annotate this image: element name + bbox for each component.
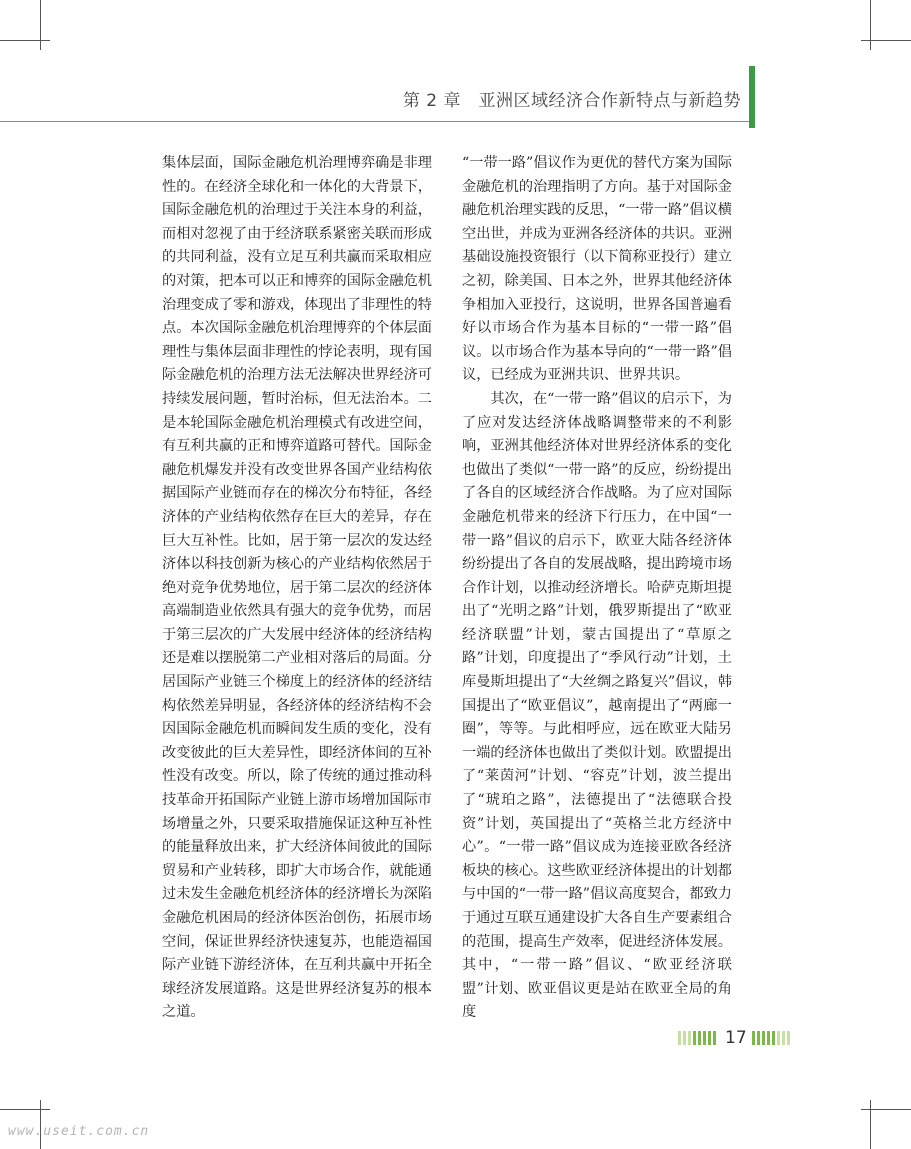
stripe — [688, 1031, 691, 1045]
stripe — [787, 1031, 790, 1045]
crop-mark-top-left — [0, 40, 50, 41]
crop-mark-bottom-right — [861, 1109, 911, 1110]
stripe — [762, 1031, 765, 1045]
stripe — [757, 1031, 760, 1045]
crop-mark-top-right — [870, 0, 871, 50]
right-column — [462, 152, 732, 1022]
header-rule — [0, 121, 749, 122]
right-column-paragraph-1: “一带一路”倡议作为更优的替代方案为国际金融危机的治理指明了方向。基于对国际金融危机治理实践的反思，“一带一路”倡议横空出世，并成为亚洲各经济体的共识。亚洲基础设施投资银行（以下简称亚投行）建立之初，除美国、日本之外，世界其他经济体争相加入亚投行，这说明，世界各国普遍看好以市场合作为基本目标的“一带一路”倡议。以市场合作为基本导向的“一带一路”倡议，已经成为亚洲共识、世界共识。 — [462, 155, 732, 384]
running-header — [0, 66, 911, 128]
stripe — [708, 1031, 711, 1045]
header-accent-bar — [749, 66, 755, 128]
stripe — [772, 1031, 775, 1045]
chapter-title: 第 2 章 亚洲区域经济合作新特点与新趋势 — [402, 91, 741, 111]
crop-mark-top-right — [861, 40, 911, 41]
left-column — [162, 152, 432, 1022]
stripe — [752, 1031, 755, 1045]
right-column-paragraph-2: 其次，在“一带一路”倡议的启示下，为了应对发达经济体战略调整带来的不利影响，亚洲其他经济体对世界经济体系的变化也做出了类似“一带一路”的反应，纷纷提出了各自的区域经济合作战略。为了应对国际金融危机带来的经济下行压力，在中国“一带一路”倡议的启示下，欧亚大陆各经济体纷纷提出了各自的发展战略，提出跨境市场合作计划，以推动经济增长。哈萨克斯坦提出了“光明之路”计划，俄罗斯提出了“欧亚经济联盟”计划，蒙古国提出了“草原之路”计划，印度提出了“季风行动”计划，土库曼斯坦提出了“大丝绸之路复兴”倡议，韩国提出了“欧亚倡议”，越南提出了“两廊一圈”，等等。与此相呼应，远在欧亚大陆另一端的经济体也做出了类似计划。欧盟提出了“莱茵河”计划、“容克”计划，波兰提出了“琥珀之路”，法德提出了“法德联合投资”计划，英国提出了“英格兰北方经济中心”。“一带一路”倡议成为连接亚欧各经济板块的核心。这些欧亚经济体提出的计划都与中国的“一带一路”倡议高度契合，都致力于通过互联互通建设扩大各自生产要素组合的范围，提高生产效率，促进经济体发展。其中，“一带一路”倡议、“欧亚经济联盟”计划、欧亚倡议更是站在欧亚全局的角度 — [462, 390, 732, 1021]
stripe — [683, 1031, 686, 1045]
footer-stripes-right — [752, 1031, 790, 1045]
stripe — [767, 1031, 770, 1045]
stripe — [678, 1031, 681, 1045]
site-watermark: www.useit.com.cn — [8, 1124, 150, 1139]
stripe — [782, 1031, 785, 1045]
crop-mark-bottom-left — [0, 1109, 50, 1110]
footer-stripes-left — [678, 1031, 716, 1045]
crop-mark-bottom-right — [870, 1100, 871, 1149]
stripe — [777, 1031, 780, 1045]
page-footer — [678, 1028, 798, 1048]
crop-mark-top-left — [40, 0, 41, 50]
page-number: 17 — [725, 1028, 747, 1048]
left-column-paragraph: 集体层面，国际金融危机治理博弈确是非理性的。在经济全球化和一体化的大背景下，国际金融危机的治理过于关注本身的利益，而相对忽视了由于经济联系紧密关联而形成的共同利益，没有立足互利共赢而采取相应的对策，把本可以正和博弈的国际金融危机治理变成了零和游戏，体现出了非理性的特点。本次国际金融危机治理博弈的个体层面理性与集体层面非理性的悖论表明，现有国际金融危机的治理方法无法解决世界经济可持续发展问题，暂时治标，但无法治本。二是本轮国际金融危机治理模式有改进空间，有互利共赢的正和博弈道路可替代。国际金融危机爆发并没有改变世界各国产业结构依据国际产业链而存在的梯次分布特征，各经济体的产业结构依然存在巨大的差异，存在巨大互补性。比如，居于第一层次的发达经济体以科技创新为核心的产业结构依然居于绝对竞争优势地位，居于第二层次的经济体高端制造业依然具有强大的竞争优势，而居于第三层次的广大发展中经济体的经济结构还是难以摆脱第二产业相对落后的局面。分居国际产业链三个梯度上的经济体的经济结构依然差异明显，各经济体的经济结构不会因国际金融危机而瞬间发生质的变化，没有改变彼此的巨大差异性，即经济体间的互补性没有改变。所以，除了传统的通过推动科技革命开拓国际产业链上游市场增加国际市场增量之外，只要采取措施保证这种互补性的能量释放出来，扩大经济体间彼此的国际贸易和产业转移，即扩大市场合作，就能通过未发生金融危机经济体的经济增长为深陷金融危机困局的经济体医治创伤，拓展市场空间，保证世界经济快速复苏，也能造福国际产业链下游经济体，在互利共赢中开拓全球经济发展道路。这是世界经济复苏的根本之道。 — [162, 155, 432, 1021]
stripe — [713, 1031, 716, 1045]
stripe — [693, 1031, 696, 1045]
stripe — [698, 1031, 701, 1045]
stripe — [703, 1031, 706, 1045]
